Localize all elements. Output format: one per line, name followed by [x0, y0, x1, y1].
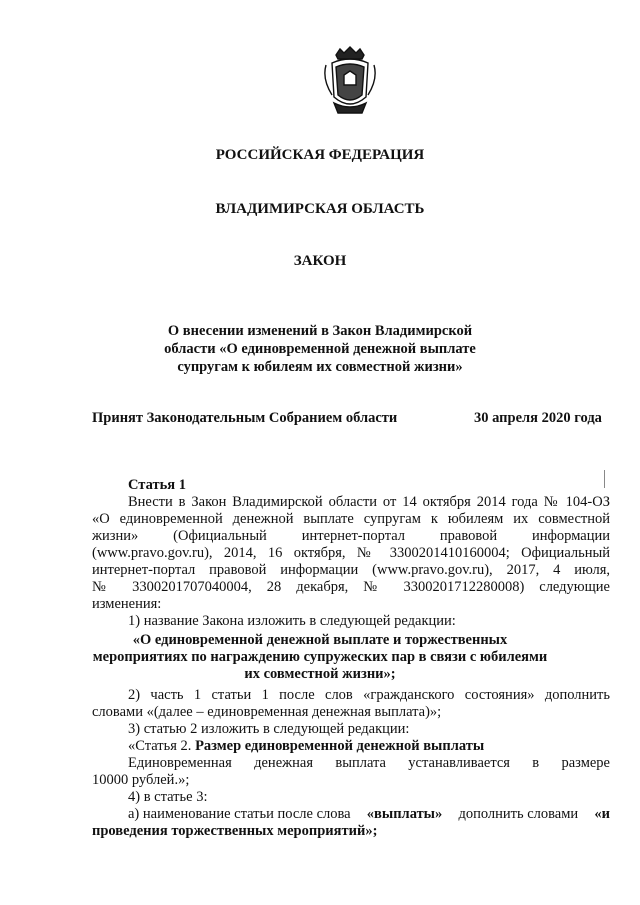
law-title-line: супругам к юбилеям их совместной жизни» [177, 359, 463, 375]
law-title [0, 322, 640, 376]
new-law-title [0, 632, 640, 683]
article-intro-line: интернет-портал правовой информации (www.pravo.gov.ru), 2017, 4 июля, [92, 562, 610, 578]
item-2: 2) часть 1 статьи 1 после слов «гражданского состояния» дополнить [128, 687, 610, 703]
item-3: 3) статью 2 изложить в следующей редакции: [128, 721, 410, 737]
article-intro-line: № 3300201707040004, 28 декабря, № 3300201712280008) следующие [92, 579, 610, 595]
adopted-by: Принят Законодательным Собранием области [92, 410, 398, 426]
federation-heading: РОССИЙСКАЯ ФЕДЕРАЦИЯ [215, 147, 425, 163]
item-1: 1) название Закона изложить в следующей редакции: [128, 613, 456, 629]
new-law-title-line: их совместной жизни»; [244, 666, 396, 682]
article-heading: Статья 1 [128, 477, 186, 493]
article-intro-line: Внести в Закон Владимирской области от 14 октября 2014 года № 104-ОЗ [128, 494, 610, 510]
adopted-date: 30 апреля 2020 года [474, 410, 602, 426]
article-intro-line: (www.pravo.gov.ru), 2014, 16 октября, № 3300201410160004; Официальный [92, 545, 610, 561]
region-heading: ВЛАДИМИРСКАЯ ОБЛАСТЬ [215, 201, 425, 217]
article-intro-line: «О единовременной денежной выплате супругам к юбилеям их совместной [92, 511, 610, 527]
new-law-title-line: мероприятиях по награждению супружеских пар в связи с юбилеями [92, 649, 548, 665]
new-law-title-line: «О единовременной денежной выплате и торжественных [132, 632, 508, 648]
article-2-body-continued: 10000 рублей.»; [92, 772, 190, 788]
item-4: 4) в статье 3: [128, 789, 208, 805]
article-2-body: Единовременная денежная выплата устанавливается в размере [128, 755, 610, 771]
item-2-continued: словами «(далее – единовременная денежная выплата)»; [92, 704, 442, 720]
margin-mark [604, 470, 605, 488]
article-2-heading [128, 738, 484, 755]
law-title-line: области «О единовременной денежной выплате [164, 341, 476, 357]
article-intro-line: жизни» (Официальный интернет-портал правовой информации [92, 528, 610, 544]
law-title-line: О внесении изменений в Закон Владимирской [167, 323, 473, 339]
law-heading: ЗАКОН [293, 253, 347, 269]
article-2-prefix: «Статья 2. [128, 738, 192, 754]
article-2-title: Размер единовременной денежной выплаты [195, 738, 485, 754]
item-4a: а) наименование статьи после слова «выплаты» дополнить словами «и [128, 806, 610, 822]
item-4a-continued: проведения торжественных мероприятий»; [92, 823, 378, 839]
coat-of-arms-emblem [322, 45, 378, 119]
article-intro-line: изменения: [92, 596, 162, 612]
